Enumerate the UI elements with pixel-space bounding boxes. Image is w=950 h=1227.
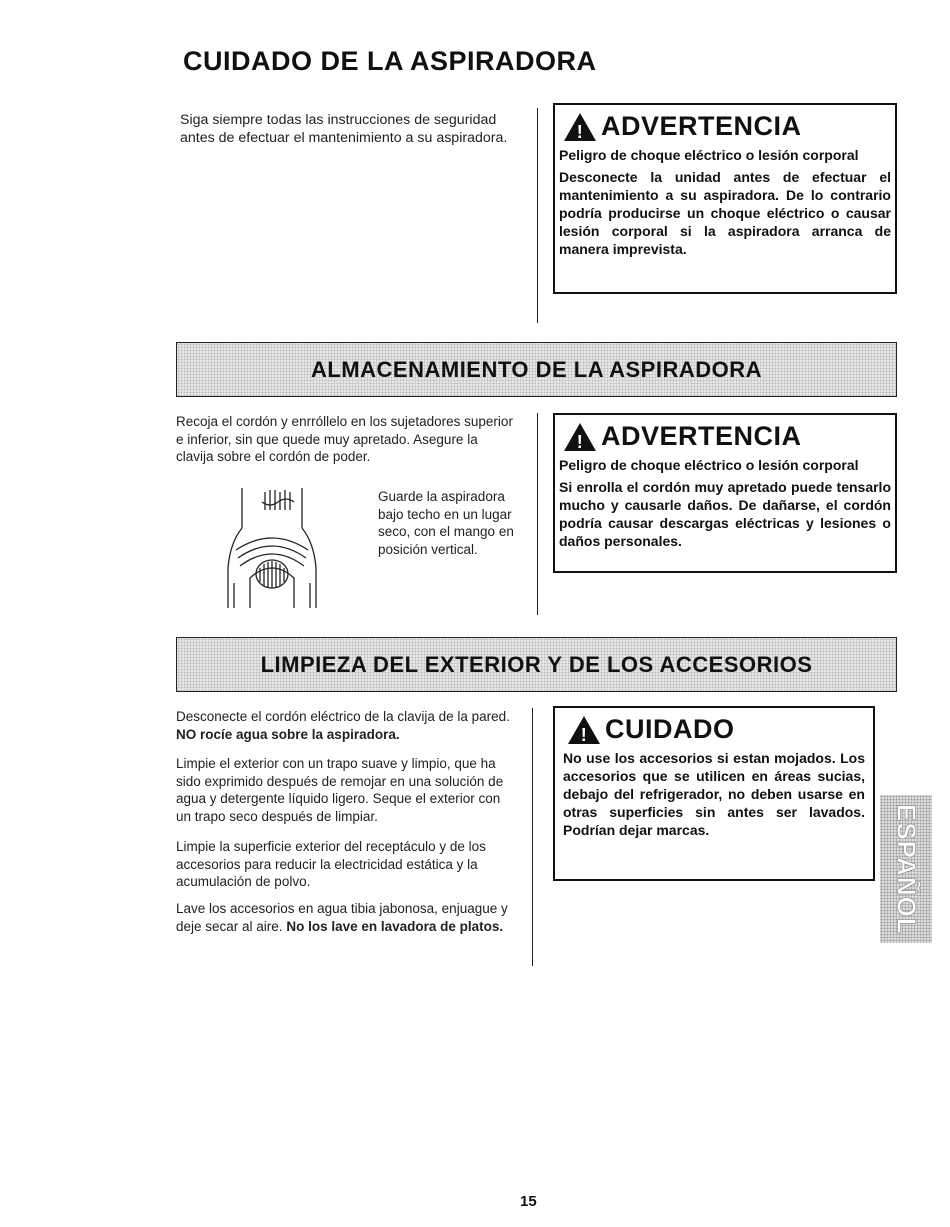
language-label: ESPAÑOL (891, 803, 922, 935)
cleaning-paragraph-3: Limpie la superficie exterior del receptáculo y de los accesorios para reducir la electricidad estática y la acumulación de polvo. (176, 839, 486, 889)
caution-heading: ! CUIDADO (567, 714, 865, 745)
cleaning-section-banner: LIMPIEZA DEL EXTERIOR Y DE LOS ACCESORIOS (176, 637, 897, 692)
warning-triangle-icon (563, 112, 597, 142)
svg-text:!: ! (580, 724, 588, 745)
vacuum-storage-illustration (210, 488, 335, 610)
column-divider (537, 413, 538, 615)
warning-body: Desconecte la unidad antes de efectuar el mantenimiento a su aspiradora. De lo contrario podría producirse un choque eléctrico o causar lesión corporal si la aspiradora arranca de manera imprevista. (559, 169, 891, 257)
warning-triangle-icon (567, 715, 601, 745)
svg-text:!: ! (576, 121, 584, 142)
warning-subheading: Peligro de choque eléctrico o lesión corporal (559, 457, 859, 473)
warning-triangle-icon (563, 422, 597, 452)
cleaning-paragraph-4: Lave los accesorios en agua tibia jabonosa, enjuague y deje secar al aire. No los lave en lavadora de platos. (176, 901, 508, 934)
caution-body: No use los accesorios si estan mojados. Los accesorios que se utilicen en áreas sucias, debajo del refrigerador, no deben usarse en otras superficies sin antes ser lavados. Podrían dejar marcas. (563, 750, 865, 838)
page-number: 15 (520, 1193, 537, 1210)
warning-body: Si enrolla el cordón muy apretado puede tensarlo mucho y causarle daños. De dañarse, el cordón podría causar descargas eléctricas y lesiones o daños personales. (559, 479, 891, 549)
warning-box-cord-damage (553, 413, 897, 573)
cleaning-paragraph-2: Limpie el exterior con un trapo suave y limpio, que ha sido exprimido después de remojar en una solución de agua y detergente líquido ligero. Seque el exterior con un trapo seco después de limpiar. (176, 756, 504, 824)
cleaning-paragraph-1: Desconecte el cordón eléctrico de la clavija de la pared. NO rocíe agua sobre la aspiradora. (176, 709, 510, 742)
caution-box-accessories (553, 706, 875, 881)
page-title: CUIDADO DE LA ASPIRADORA (183, 46, 597, 76)
warning-heading: ! ADVERTENCIA (563, 111, 891, 142)
warning-subheading: Peligro de choque eléctrico o lesión corporal (559, 147, 859, 163)
svg-text:!: ! (576, 431, 584, 452)
column-divider (537, 108, 538, 323)
intro-text: Siga siempre todas las instrucciones de seguridad antes de efectuar el mantenimiento a su aspiradora. (180, 112, 508, 146)
storage-section-banner: ALMACENAMIENTO DE LA ASPIRADORA (176, 342, 897, 397)
storage-text-location: Guarde la aspiradora bajo techo en un lugar seco, con el mango en posición vertical. (378, 489, 514, 557)
warning-box-electric-shock (553, 103, 897, 294)
language-side-tab (880, 795, 932, 943)
column-divider (532, 708, 533, 966)
storage-text-cord: Recoja el cordón y enrróllelo en los sujetadores superior e inferior, sin que quede muy apretado. Asegure la clavija sobre el cordón de poder. (176, 414, 513, 464)
warning-heading: ! ADVERTENCIA (563, 421, 891, 452)
